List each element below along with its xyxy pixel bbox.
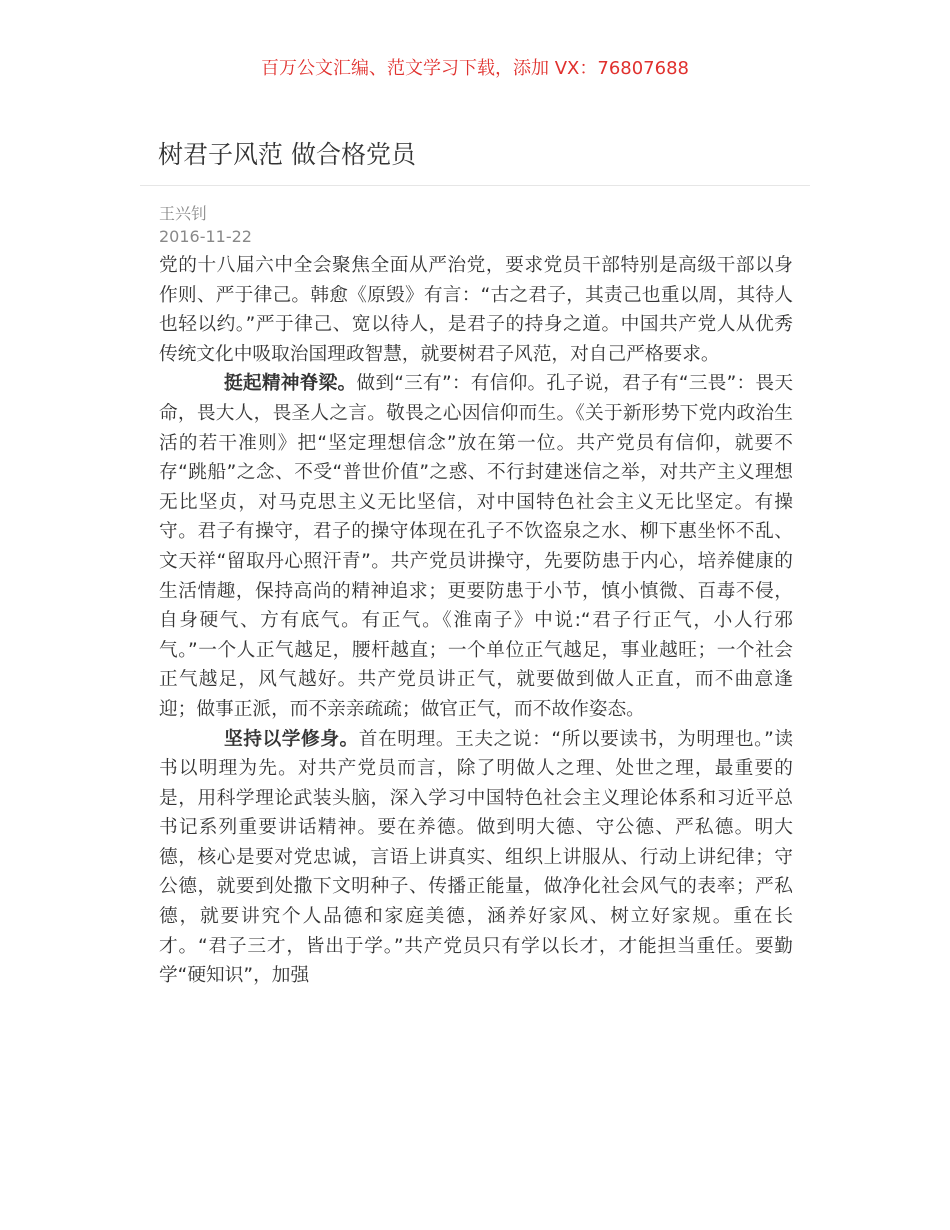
section-paragraph xyxy=(159,369,793,724)
section-paragraph xyxy=(159,725,793,991)
promo-banner: 百万公文汇编、范文学习下载，添加 VX：76807688 xyxy=(261,58,689,79)
article-body xyxy=(159,251,793,991)
title-divider xyxy=(140,185,810,186)
section-body: 首在明理。王夫之说：“所以要读书，为明理也。”读书以明理为先。对共产党员而言，除了明做人之理、处世之理，最重要的是，用科学理论武装头脑，深入学习中国特色社会主义理论体系和习近平总书记系列重要讲话精神。要在养德。做到明大德、守公德、严私德。明大德，核心是要对党忠诚，言语上讲真实、组织上讲服从、行动上讲纪律；守公德，就要到处撒下文明种子、传播正能量，做净化社会风气的表率；严私德，就要讲究个人品德和家庭美德，涵养好家风、树立好家规。重在长才。“君子三才，皆出于学。”共产党员只有学以长才，才能担当重任。要勤学“硬知识”，加强 xyxy=(159,728,794,987)
section-body: 做到“三有”：有信仰。孔子说，君子有“三畏”：畏天命，畏大人，畏圣人之言。敬畏之心因信仰而生。《关于新形势下党内政治生活的若干准则》把“坚定理想信念”放在第一位。共产党员有信仰，就要不存“跳船”之念、不受“普世价值”之惑、不行封建迷信之举，对共产主义理想无比坚贞，对马克思主义无比坚信，对中国特色社会主义无比坚定。有操守。君子有操守，君子的操守体现在孔子不饮盗泉之水、柳下惠坐怀不乱、文天祥“留取丹心照汗青”。共产党员讲操守，先要防患于内心，培养健康的生活情趣，保持高尚的精神追求；更要防患于小节，慎小慎微、百毒不侵，自身硬气、方有底气。有正气。《淮南子》中说:“君子行正气，小人行邪气。”一个人正气越足，腰杆越直；一个单位正气越足，事业越旺；一个社会正气越足，风气越好。共产党员讲正气，就要做到做人正直，而不曲意逢迎；做事正派，而不亲亲疏疏；做官正气，而不故作姿态。 xyxy=(159,373,794,720)
section-lead: 挺起精神脊梁。 xyxy=(224,373,357,395)
intro-paragraph: 党的十八届六中全会聚焦全面从严治党，要求党员干部特别是高级干部以身作则、严于律己。韩愈《原毁》有言：“古之君子，其责己也重以周，其待人也轻以约。”严于律己、宽以待人，是君子的持身之道。中国共产党人从优秀传统文化中吸取治国理政智慧，就要树君子风范，对自己严格要求。 xyxy=(159,255,793,365)
section-lead: 坚持以学修身。 xyxy=(224,728,359,750)
article-title: 树君子风范 做合格党员 xyxy=(158,140,416,169)
article-author: 王兴钊 xyxy=(159,204,208,223)
article-date: 2016-11-22 xyxy=(159,227,252,246)
